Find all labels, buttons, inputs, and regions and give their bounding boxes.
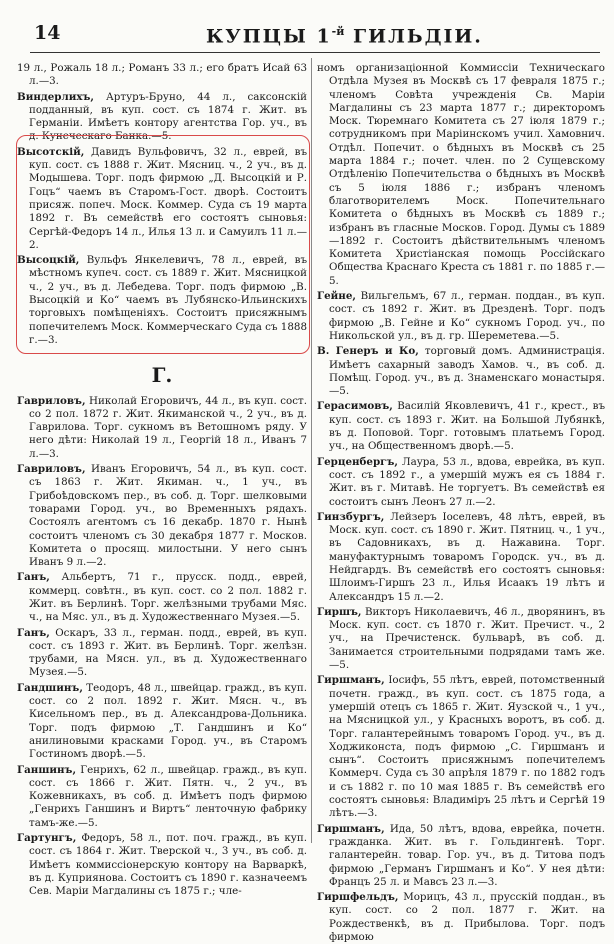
entry-name: Гавриловъ, xyxy=(17,463,86,476)
right-column xyxy=(317,62,605,943)
page-number: 14 xyxy=(34,22,61,44)
directory-entry xyxy=(317,891,605,944)
directory-entry xyxy=(17,682,307,762)
left-entries-b xyxy=(17,395,307,899)
entry-name: Гартунгъ, xyxy=(17,832,77,845)
directory-entry xyxy=(17,91,307,144)
entry-text: Николай Егоровичъ, 44 л., въ куп. сост. со 2 пол. 1872 г. Жит. Якиманской ч., 2 уч., въ д. Гаврилова. Торг. сукномъ въ Ветошномъ ряду. У него дѣти: Николай 19 л., Георгій 18 л., Иванъ 7 л.—3. xyxy=(29,394,307,460)
headline-superscript: -й xyxy=(331,25,345,38)
entry-name: Гинзбургъ, xyxy=(317,510,385,523)
column-divider xyxy=(311,58,312,843)
entry-text: Іосифъ, 55 лѣтъ, еврей, потомственный почетн. гражд., въ куп. сост. съ 1875 года, а умершій отецъ съ 1865 г. Жит. Яузской ч., 1 уч., на Мясницкой ул., у Красныхъ воротъ, въ соб. д. Торг. галантерейнымъ товаромъ Город. уч., въ д. Ходжиконста, подъ фирмою „С. Гиршманъ и сынъ“. Состоитъ присяжнымъ попечителемъ Коммерч. Суда съ 30 апрѣля 1879 г. по 1882 годъ и съ 1882 г. по 10 мая 1885 г. Въ семействѣ его состоятъ сыновья: Владиміръ 25 лѣтъ и Сергѣй 19 лѣтъ.—3. xyxy=(329,674,605,820)
left-top-continuation: 19 л., Рожаль 18 л.; Романъ 33 л.; его братъ Исай 63 л.—3. xyxy=(17,62,307,88)
directory-entry xyxy=(17,463,307,569)
directory-entry xyxy=(17,146,307,252)
directory-entry xyxy=(17,571,307,624)
entry-name: Гиршфельдъ, xyxy=(317,891,399,904)
entry-text: Артуръ-Бруно, 44 л., саксонскій подданный, въ куп. сост. съ 1874 г. Жит. въ Германіи. Имѣетъ контору агентства Гор. уч., въ д. Кунеческаго Банка.—5. xyxy=(29,90,307,143)
right-top-continuation: номъ организаціонной Коммиссіи Техническаго Отдѣла Музея въ Москвѣ съ 17 февраля 1875 г.; членомъ Совѣта учрежденія Св. Маріи Магдалины съ 23 марта 1877 г.; директоромъ Моск. Тюремнаго Комитета съ 27 іюля 1879 г.; сотрудникомъ при Маріинскомъ учил. Хамовнич. Отдѣл. Попечит. о бѣдныхъ въ Москвѣ съ 25 марта 1884 г.; почет. член. по 2 Сущевскому Отдѣленію Попечительства о бѣдныхъ въ Москвѣ съ 5 іюля 1886 г.; избранъ членомъ благотворителемъ Моск. Попечительнаго Комитета о бѣдныхъ въ Москвѣ съ 1889 г.; избранъ въ гласные Москов. Город. Думы съ 1889—1892 г. Состоитъ дѣйствительнымъ членомъ Комитета Христіанская помощь Россійскаго Общества Краснаго Креста съ 1881 г. по 1885 г.—5. xyxy=(317,62,605,287)
directory-entry xyxy=(317,823,605,889)
left-column xyxy=(17,62,307,898)
entry-name: Ганъ, xyxy=(17,571,50,584)
entry-text: Викторъ Николаевичъ, 46 л., дворянинъ, въ Моск. куп. сост. съ 1870 г. Жит. Пречист. ч., 2 уч., на Пречистенск. бульварѣ, въ соб. д. Занимается строительными подрядами тамъ же.—5. xyxy=(329,605,605,672)
headline-end: ГИЛЬДІИ. xyxy=(344,25,483,48)
entry-text: Лейзеръ Іоселевъ, 48 лѣтъ, еврей, въ Моск. куп. сост. съ 1890 г. Жит. Пятниц. ч., 1 уч., въ Садовникахъ, въ д. Нажавина. Торг. мануфактурнымъ товаромъ Городск. уч., въ д. Нейдгардъ. Въ семействѣ его состоятъ сыновья: Шлоимъ-Гиршъ 23 л., Илья Исаакъ 19 лѣтъ и Александръ 15 л.—2. xyxy=(329,510,605,603)
entry-name: В. Генеръ и Ко, xyxy=(317,345,419,358)
left-entries-a xyxy=(17,91,307,348)
right-entries xyxy=(317,290,605,944)
entry-text: торговый домъ. Администрація. Имѣетъ сахарный заводъ Хамов. ч., въ соб. д. Помѣщ. Город. уч., въ д. Знаменскаго монастыря.—5. xyxy=(329,345,605,398)
entry-name: Высотскій, xyxy=(17,145,85,158)
entry-name: Ганъ, xyxy=(17,626,50,639)
directory-entry xyxy=(317,674,605,820)
entry-text: Альбертъ, 71 г., прусск. подд., еврей, коммерц. совѣтн., въ куп. сост. со 2 пол. 1882 г. Жит. въ Берлинѣ. Торг. желѣзными трубами Мяс. ч., на Мяс. ул., въ д. Художественнаго Музея.—5. xyxy=(29,571,307,624)
entry-text: Морицъ, 43 л., прусскій поддан., въ куп. сост. со 2 пол. 1877 г. Жит. на Рождественкѣ, въ д. Прибылова. Торг. подъ фирмою xyxy=(329,891,605,943)
entry-text: Ида, 50 лѣтъ, вдова, еврейка, почетн. гражданка. Жит. въ г. Гольдингенѣ. Торг. галантерейн. товар. Гор. уч., въ д. Титова подъ фирмою „Германъ Гиршманъ и Ко“. У нея дѣти: Францъ 25 л. и Мавсъ 23 л.—3. xyxy=(329,822,605,888)
entry-text: Вульфъ Янкелевичъ, 78 л., еврей, въ мѣстномъ купеч. сост. съ 1889 г. Жит. Мясницкой ч., 2 уч., въ д. Лебедева. Торг. подъ фирмою „В. Высоцкій и Ко“ чаемъ въ Лубянско-Ильинскихъ торговыхъ помѣщеніяхъ. Состоитъ присяжнымъ попечителемъ Моск. Коммерческаго Суда съ 1888 г.—3. xyxy=(29,254,307,346)
header-rule xyxy=(30,52,600,53)
entry-text: Оскаръ, 33 л., герман. подд., еврей, въ куп. сост. съ 1893 г. Жит. въ Берлинѣ. Торг. желѣзн. трубами, на Мясн. ул., въ д. Художественнаго Музея.—5. xyxy=(29,626,307,679)
directory-entry xyxy=(17,627,307,680)
headline-main: КУПЦЫ 1 xyxy=(206,25,332,48)
entry-name: Гиршъ, xyxy=(317,605,362,618)
entry-name: Гандшинъ, xyxy=(17,681,83,694)
directory-entry xyxy=(317,400,605,453)
directory-entry xyxy=(317,606,605,672)
section-letter: Г. xyxy=(151,363,173,388)
directory-entry xyxy=(317,511,605,604)
entry-text: Федоръ, 58 л., пот. поч. гражд., въ куп. сост. съ 1864 г. Жит. Тверской ч., 3 уч., въ соб. д. Имѣетъ коммиссіонерскую контору на Варваркѣ, въ д. Куприянова. Состоитъ съ 1890 г. казначеемъ Сев. Маріи Магдалины съ 1875 г.; чле- xyxy=(29,832,307,898)
entry-name: Высоцкій, xyxy=(17,254,80,267)
entry-text: Теодоръ, 48 л., швейцар. гражд., въ куп. сост. со 2 пол. 1892 г. Жит. Мясн. ч., въ Кисельномъ пер., въ д. Александрова-Дольника. Торг. подъ фирмою „Т. Гандшинъ и Ко“ анилиновыми красками Город. уч., въ Старомъ Гостиномъ дворѣ.—5. xyxy=(29,681,307,761)
directory-entry xyxy=(17,832,307,898)
entry-name: Гиршманъ, xyxy=(317,674,385,687)
directory-entry xyxy=(317,456,605,509)
entry-text: Иванъ Егоровичъ, 54 л., въ куп. сост. съ 1863 г. Жит. Якиман. ч., 1 уч., въ Грибоѣдовскомъ пер., въ соб. д. Торг. шелковыми товарами Город. уч., во Временныхъ рядахъ. Состоялъ агентомъ съ 16 декабр. 1870 г. Нынѣ состоитъ членомъ съ 30 декабря 1877 г. Москов. Комитета о просящ. милостыни. У него сынъ Иванъ 9 л.—2. xyxy=(29,463,307,569)
entry-text: Василій Яковлевичъ, 41 г., крест., въ куп. сост. съ 1893 г. Жит. на Большой Лубянкѣ, въ д. Поповой. Торг. готовымъ платьемъ Город. уч., на Общественномъ дворѣ.—5. xyxy=(329,400,605,453)
entry-name: Ганшинъ, xyxy=(17,763,77,776)
directory-entry xyxy=(17,764,307,830)
entry-name: Герасимовъ, xyxy=(317,400,393,413)
entry-text: Лаура, 53 л., вдова, еврейка, въ куп. сост. съ 1892 г., а умершій мужъ ея съ 1884 г. Жит. въ г. Митавѣ. Не торгуетъ. Въ семействѣ ея состоитъ сынъ Леонъ 27 л.—2. xyxy=(329,455,605,508)
directory-entry xyxy=(317,290,605,343)
entry-name: Герценбергъ, xyxy=(317,455,398,468)
directory-entry xyxy=(17,254,307,347)
directory-entry xyxy=(17,395,307,461)
entry-text: Давидъ Вульфовичъ, 32 л., еврей, въ куп. сост. съ 1888 г. Жит. Мясниц. ч., 2 уч., въ д. Модышева. Торг. подъ фирмою „Д. Высоцкій и Р. Гоцъ“ чаемъ въ Старомъ-Гост. дворѣ. Состоитъ присяж. попеч. Моск. Коммер. Суда съ 19 марта 1892 г. Въ семействѣ его состоятъ сыновья: Сергѣй-Федоръ 14 л., Илья 13 л. и Самуилъ 11 л.—2. xyxy=(29,145,307,251)
entry-name: Гавриловъ, xyxy=(17,394,86,407)
entry-name: Гейне, xyxy=(317,290,356,303)
entry-text: Вильгельмъ, 67 л., герман. поддан., въ куп. сост. съ 1892 г. Жит. въ Дрезденѣ. Торг. подъ фирмою „В. Гейне и Ко“ сукномъ Город. уч., по Никольской ул., въ д. гр. Шереметева.—5. xyxy=(329,290,605,342)
entry-name: Гиршманъ, xyxy=(317,822,385,835)
page-headline xyxy=(206,25,483,47)
entry-text: Генрихъ, 62 л., швейцар. гражд., въ куп. сост. съ 1866 г. Жит. Пятн. ч., 2 уч., въ Кожевникахъ, въ соб. д. Имѣетъ подъ фирмою „Генрихъ Ганшинъ и Виртъ“ ленточную фабрику тамъ-же.—5. xyxy=(29,763,307,829)
directory-entry xyxy=(317,345,605,398)
entry-name: Виндерлихъ, xyxy=(17,90,95,103)
